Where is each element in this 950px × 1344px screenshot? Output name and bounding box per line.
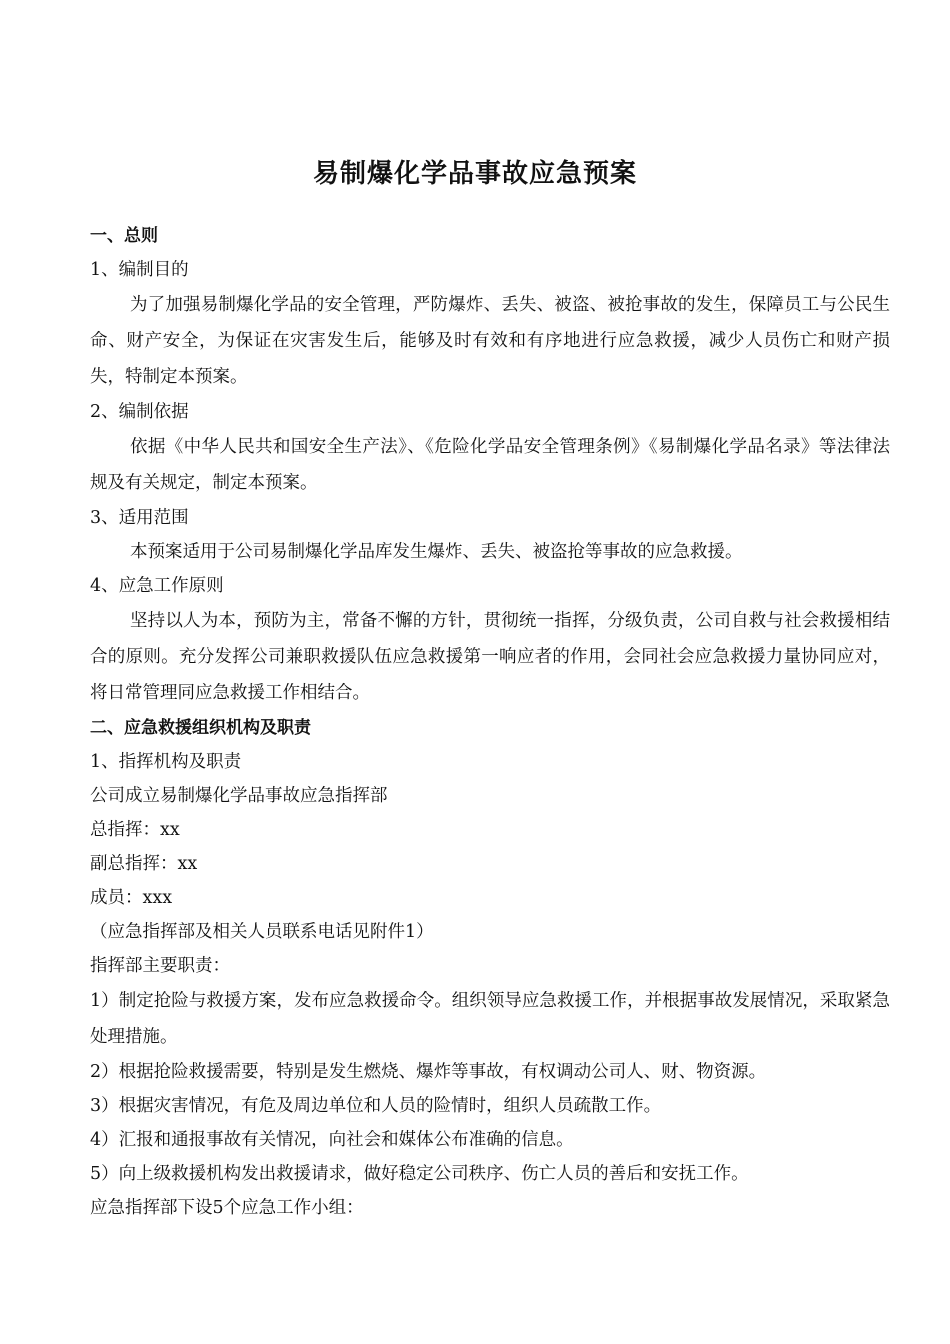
subsection-purpose-title: 1、编制目的 xyxy=(90,260,189,280)
basis-paragraph: 依据《中华人民共和国安全生产法》、《危险化学品安全管理条例》《易制爆化学品名录》等法律法规及有关规定，制定本预案。 xyxy=(90,437,890,493)
duty-item-4: 4）汇报和通报事故有关情况，向社会和媒体公布准确的信息。 xyxy=(90,1130,574,1150)
commander-line: 总指挥：xx xyxy=(90,820,180,840)
groups-line: 应急指挥部下设5个应急工作小组： xyxy=(90,1198,364,1218)
subsection-scope-title: 3、适用范围 xyxy=(90,508,189,528)
subsection-basis-title: 2、编制依据 xyxy=(90,402,189,422)
duties-title: 指挥部主要职责： xyxy=(90,956,230,976)
duty-item-2: 2）根据抢险救援需要，特别是发生燃烧、爆炸等事故，有权调动公司人、财、物资源。 xyxy=(90,1062,767,1082)
duty-item-1: 1）制定抢险与救援方案，发布应急救援命令。组织领导应急救援工作，并根据事故发展情况，采取紧急处理措施。 xyxy=(90,991,890,1047)
organization-line: 公司成立易制爆化学品事故应急指挥部 xyxy=(90,786,388,806)
document-title: 易制爆化学品事故应急预案 xyxy=(312,159,637,189)
deputy-commander-line: 副总指挥：xx xyxy=(90,854,198,874)
subsection-principles-title: 4、应急工作原则 xyxy=(90,576,224,596)
subsection-command-title: 1、指挥机构及职责 xyxy=(90,752,242,772)
principles-paragraph: 坚持以人为本，预防为主，常备不懈的方针，贯彻统一指挥，分级负责，公司自救与社会救援相结合的原则。充分发挥公司兼职救援队伍应急救援第一响应者的作用，会同社会应急救援力量协同应对，将日常管理同应急救援工作相结合。 xyxy=(90,611,890,703)
scope-paragraph: 本预案适用于公司易制爆化学品库发生爆炸、丢失、被盗抢等事故的应急救援。 xyxy=(130,542,743,562)
document-body xyxy=(90,219,890,1225)
contact-note: （应急指挥部及相关人员联系电话见附件1） xyxy=(90,922,434,942)
members-line: 成员：xxx xyxy=(90,888,173,908)
section-heading-general: 一、总则 xyxy=(90,226,158,246)
section-heading-organization: 二、应急救援组织机构及职责 xyxy=(90,718,311,738)
duty-item-3: 3）根据灾害情况，有危及周边单位和人员的险情时，组织人员疏散工作。 xyxy=(90,1096,662,1116)
purpose-paragraph: 为了加强易制爆化学品的安全管理，严防爆炸、丢失、被盗、被抢事故的发生，保障员工与公民生命、财产安全，为保证在灾害发生后，能够及时有效和有序地进行应急救援，减少人员伤亡和财产损失，特制定本预案。 xyxy=(90,295,890,387)
duty-item-5: 5）向上级救援机构发出救援请求，做好稳定公司秩序、伤亡人员的善后和安抚工作。 xyxy=(90,1164,749,1184)
